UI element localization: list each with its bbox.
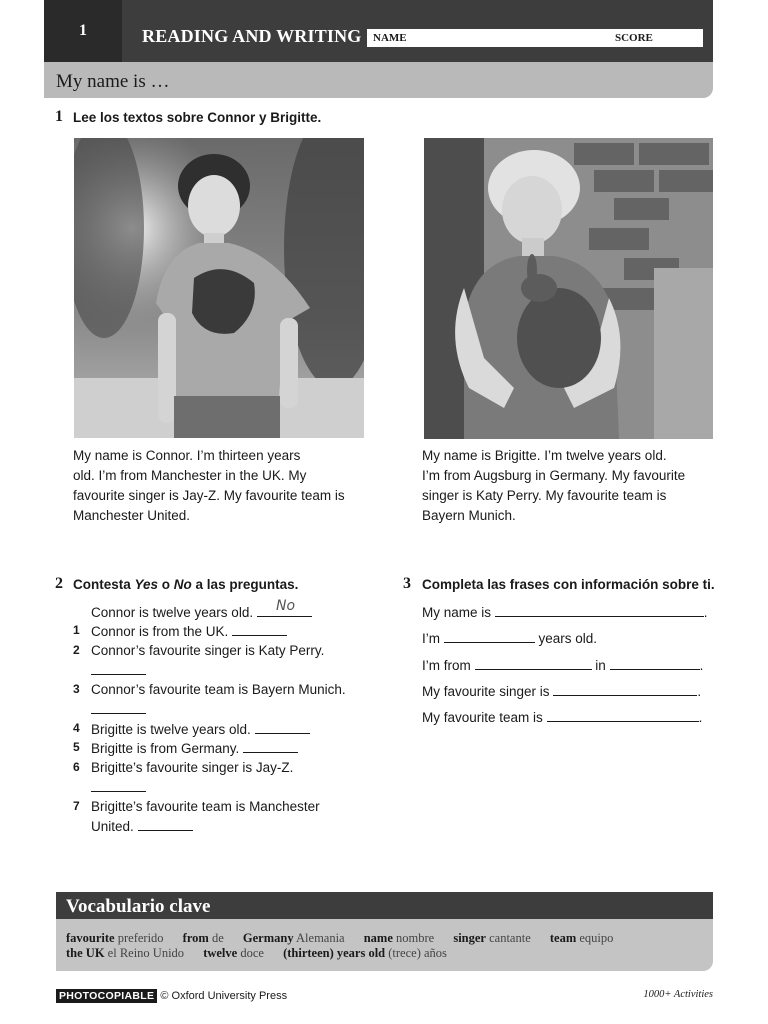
question-number: 5 [73,740,80,754]
fill-text: My favourite singer is [422,684,550,699]
vocab-translation: el Reino Unido [107,946,185,960]
question-5 [73,740,298,756]
exercise-2-number: 2 [55,575,63,592]
answer-blank[interactable] [255,721,310,734]
example-answer: No [276,598,296,614]
vocab-translation: cantante [489,931,531,945]
vocab-translation: (trece) años [388,946,447,960]
question-3-blank [91,701,146,717]
question-text: Brigitte is twelve years old. [91,722,251,737]
answer-blank[interactable] [91,779,146,792]
question-4 [73,721,310,737]
answer-blank[interactable] [444,630,535,643]
vocab-translation: equipo [579,931,614,945]
section-title: My name is … [56,71,170,92]
answer-blank[interactable] [91,701,146,714]
instruction-yes: Yes [134,577,159,592]
vocab-term: twelve [203,946,238,960]
question-7-cont [91,818,193,834]
answer-blank[interactable] [243,740,298,753]
question-6-blank [91,779,146,795]
footer-left [56,989,287,1003]
vocab-term: name [363,931,393,945]
answer-blank[interactable] [553,683,697,696]
question-text: Brigitte’s favourite singer is Jay-Z. [91,760,294,775]
question-3 [73,682,346,697]
exercise-2-instruction [73,577,298,592]
question-number: 6 [73,760,80,774]
answer-blank[interactable] [495,604,704,617]
vocab-term: from [182,931,209,945]
vocab-term: singer [453,931,486,945]
question-number: 4 [73,721,80,735]
answer-blank[interactable] [610,657,700,670]
brigitte-text-line: Bayern Munich. [422,508,516,523]
photocopiable-badge: PHOTOCOPIABLE [56,989,157,1003]
vocab-translation: Alemania [296,931,345,945]
connor-text-line: old. I’m from Manchester in the UK. My [73,468,307,483]
score-label: SCORE [615,32,653,44]
question-number: 1 [73,623,80,637]
vocab-translation: nombre [396,931,435,945]
question-number: 2 [73,643,80,657]
vocab-term: team [549,931,577,945]
question-number: 3 [73,682,80,696]
question-text: Connor’s favourite team is Bayern Munich. [91,682,346,697]
question-text: Brigitte is from Germany. [91,741,240,756]
fill-text: I’m from [422,658,471,673]
exercise-1-instruction: Lee los textos sobre Connor y Brigitte. [73,110,322,125]
brigitte-text-line: singer is Katy Perry. My favourite team is [422,488,667,503]
question-text: Connor is twelve years old. [91,605,254,620]
vocab-term: Germany [242,931,294,945]
answer-blank[interactable] [475,657,592,670]
header-title: READING AND WRITING [142,26,362,46]
unit-number: 1 [44,0,122,62]
question-2 [73,643,325,658]
brigitte-photo [424,138,713,439]
question-text: Connor is from the UK. [91,624,229,639]
brigitte-text [422,446,722,526]
fill-text: in [595,658,606,673]
question-6 [73,760,294,775]
brigitte-text-line: My name is Brigitte. I’m twelve years old. [422,448,667,463]
connor-text-line: My name is Connor. I’m thirteen years [73,448,301,463]
vocab-translation: doce [240,946,264,960]
connor-photo [74,138,364,438]
question-number: 7 [73,799,80,813]
instruction-text: Contesta [73,577,135,592]
connor-text [73,446,383,526]
fill-line-age [422,630,597,646]
question-text: Brigitte’s favourite team is Manchester [91,799,320,814]
question-2-blank [91,662,146,678]
fill-text: My favourite team is [422,710,543,725]
section-header [44,62,713,98]
exercise-1-number: 1 [55,108,63,125]
vocab-box [56,919,713,971]
vocab-row-2 [66,946,463,961]
name-score-field[interactable] [367,29,703,47]
fill-dot: . [699,658,704,673]
fill-text: I’m [422,631,440,646]
exercise-3-number: 3 [403,575,411,592]
fill-line-name [422,604,708,620]
fill-dot: . [703,605,708,620]
instruction-text: o [158,577,174,592]
answer-blank[interactable] [138,818,193,831]
vocab-translation: de [211,931,224,945]
instruction-no: No [173,577,192,592]
name-label: NAME [373,32,407,44]
fill-text: years old. [538,631,598,646]
question-text: United. [91,819,134,834]
fill-text: My name is [422,605,492,620]
vocab-term: (thirteen) years old [283,946,386,960]
connor-text-line: Manchester United. [73,508,191,523]
series-name: 1000+ Activities [643,989,713,1000]
fill-dot: . [698,710,703,725]
connor-text-line: favourite singer is Jay-Z. My favourite team is [73,488,345,503]
question-text: Connor’s favourite singer is Katy Perry. [91,643,325,658]
vocab-row-1 [66,931,629,946]
fill-line-from [422,657,703,673]
fill-line-team [422,709,702,725]
page-header [44,0,713,62]
fill-line-singer [422,683,701,699]
brigitte-text-line: I’m from Augsburg in Germany. My favourite [422,468,686,483]
instruction-text: a las preguntas. [191,577,299,592]
answer-blank[interactable] [232,623,287,636]
vocab-term: the UK [66,946,105,960]
vocab-term: favourite [66,931,115,945]
fill-dot: . [697,684,702,699]
answer-blank[interactable] [91,662,146,675]
answer-blank[interactable] [547,709,699,722]
exercise-3-instruction: Completa las frases con información sobre ti. [422,577,715,592]
vocab-translation: preferido [117,931,164,945]
question-7 [73,799,320,814]
question-1 [73,623,287,639]
vocab-header [56,892,713,919]
vocab-title: Vocabulario clave [66,896,211,917]
publisher: © Oxford University Press [160,990,288,1002]
